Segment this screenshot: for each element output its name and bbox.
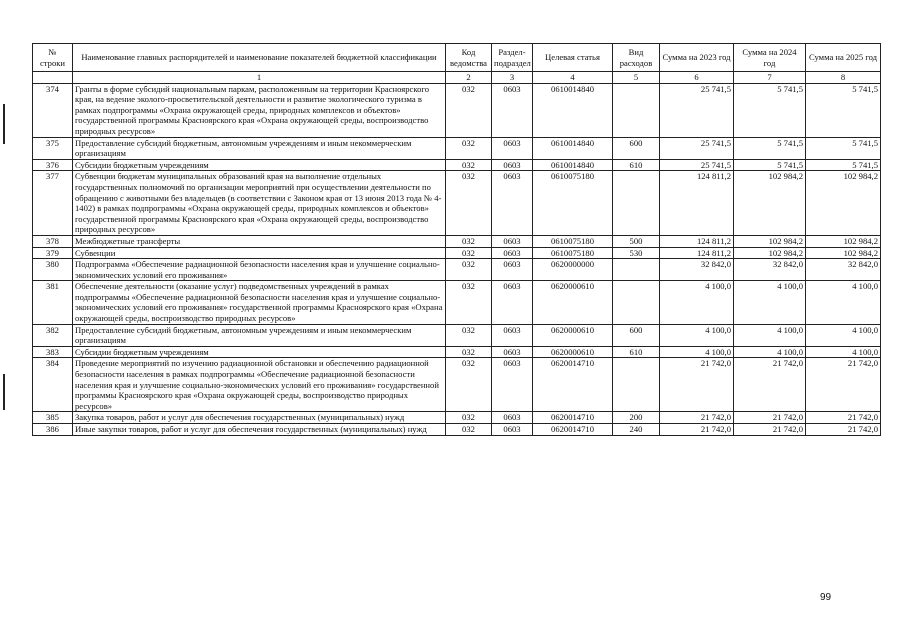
header-target-article: Целевая статья: [533, 44, 613, 72]
row-number: 381: [33, 281, 73, 324]
row-expense-type: 240: [613, 424, 660, 436]
column-number: 1: [73, 72, 446, 84]
row-sum-2024: 5 741,5: [734, 159, 806, 171]
scan-margin-mark-bottom: [3, 374, 5, 410]
row-sum-2025: 4 100,0: [806, 324, 881, 346]
row-target-article: 0610075180: [533, 235, 613, 247]
row-name: Предоставление субсидий бюджетным, автономным учреждениям и иным некоммерческим организациям: [73, 137, 446, 159]
row-section: 0603: [492, 171, 533, 236]
column-number: 5: [613, 72, 660, 84]
row-section: 0603: [492, 324, 533, 346]
row-sum-2023: 4 100,0: [660, 324, 734, 346]
row-sum-2025: 102 984,2: [806, 235, 881, 247]
column-number: 6: [660, 72, 734, 84]
row-department-code: 032: [446, 324, 492, 346]
column-number-row: [33, 72, 881, 84]
header-row-number: № строки: [33, 44, 73, 72]
row-target-article: 0620000000: [533, 259, 613, 281]
row-department-code: 032: [446, 247, 492, 259]
row-sum-2025: 32 842,0: [806, 259, 881, 281]
row-sum-2024: 102 984,2: [734, 247, 806, 259]
table-row: [33, 247, 881, 259]
row-number: 385: [33, 412, 73, 424]
row-sum-2023: 124 811,2: [660, 247, 734, 259]
row-section: 0603: [492, 159, 533, 171]
row-number: 384: [33, 358, 73, 412]
row-section: 0603: [492, 247, 533, 259]
row-department-code: 032: [446, 159, 492, 171]
row-target-article: 0610014840: [533, 137, 613, 159]
row-sum-2023: 25 741,5: [660, 159, 734, 171]
table-row: [33, 171, 881, 236]
row-sum-2024: 5 741,5: [734, 83, 806, 137]
table-row: [33, 358, 881, 412]
row-target-article: 0610014840: [533, 159, 613, 171]
row-sum-2024: 21 742,0: [734, 358, 806, 412]
row-name: Субсидии бюджетным учреждениям: [73, 159, 446, 171]
row-target-article: 0610075180: [533, 247, 613, 259]
row-sum-2023: 21 742,0: [660, 358, 734, 412]
row-sum-2023: 21 742,0: [660, 412, 734, 424]
table-row: [33, 137, 881, 159]
row-number: 376: [33, 159, 73, 171]
row-expense-type: 200: [613, 412, 660, 424]
row-name: Предоставление субсидий бюджетным, автономным учреждениям и иным некоммерческим организациям: [73, 324, 446, 346]
table-row: [33, 235, 881, 247]
header-department-code: Код ведомства: [446, 44, 492, 72]
row-department-code: 032: [446, 259, 492, 281]
column-number: 4: [533, 72, 613, 84]
row-name: Субвенции: [73, 247, 446, 259]
row-sum-2024: 102 984,2: [734, 235, 806, 247]
table-row: [33, 83, 881, 137]
header-section: Раздел-подраздел: [492, 44, 533, 72]
header-name: Наименование главных распорядителей и наименование показателей бюджетной классификации: [73, 44, 446, 72]
row-department-code: 032: [446, 281, 492, 324]
row-sum-2023: 124 811,2: [660, 235, 734, 247]
header-expense-type: Вид расходов: [613, 44, 660, 72]
row-expense-type: 610: [613, 346, 660, 358]
row-number: 375: [33, 137, 73, 159]
row-section: 0603: [492, 235, 533, 247]
row-section: 0603: [492, 83, 533, 137]
row-expense-type: [613, 171, 660, 236]
column-number: 2: [446, 72, 492, 84]
row-sum-2024: 21 742,0: [734, 424, 806, 436]
row-number: 380: [33, 259, 73, 281]
row-sum-2025: 21 742,0: [806, 358, 881, 412]
row-section: 0603: [492, 424, 533, 436]
row-name: Субсидии бюджетным учреждениям: [73, 346, 446, 358]
column-number: 8: [806, 72, 881, 84]
row-sum-2024: 32 842,0: [734, 259, 806, 281]
row-sum-2023: 25 741,5: [660, 137, 734, 159]
row-sum-2023: 4 100,0: [660, 346, 734, 358]
row-section: 0603: [492, 412, 533, 424]
row-department-code: 032: [446, 83, 492, 137]
row-target-article: 0620000610: [533, 281, 613, 324]
row-section: 0603: [492, 281, 533, 324]
row-target-article: 0620014710: [533, 358, 613, 412]
row-name: Подпрограмма «Обеспечение радиационной безопасности населения края и улучшение социально-экономических условий его проживания»: [73, 259, 446, 281]
table-row: [33, 159, 881, 171]
row-target-article: 0620014710: [533, 412, 613, 424]
row-number: 377: [33, 171, 73, 236]
row-name: Иные закупки товаров, работ и услуг для обеспечения государственных (муниципальных) нужд: [73, 424, 446, 436]
row-section: 0603: [492, 137, 533, 159]
row-department-code: 032: [446, 171, 492, 236]
row-target-article: 0620000610: [533, 346, 613, 358]
row-expense-type: 600: [613, 324, 660, 346]
row-sum-2025: 5 741,5: [806, 137, 881, 159]
table-row: [33, 281, 881, 324]
row-sum-2024: 4 100,0: [734, 346, 806, 358]
column-number: 3: [492, 72, 533, 84]
row-sum-2025: 4 100,0: [806, 346, 881, 358]
row-expense-type: [613, 83, 660, 137]
row-number: 383: [33, 346, 73, 358]
row-department-code: 032: [446, 424, 492, 436]
row-sum-2025: 4 100,0: [806, 281, 881, 324]
row-name: Обеспечение деятельности (оказание услуг) подведомственных учреждений в рамках подпрограммы «Обеспечение радиационной безопасности населения края и улучшение социально-экономических условий его проживания» государственной программы Красноярского края «Охрана окружающей среды, воспроизводство природных ресурсов»: [73, 281, 446, 324]
row-section: 0603: [492, 259, 533, 281]
row-department-code: 032: [446, 412, 492, 424]
row-name: Закупка товаров, работ и услуг для обеспечения государственных (муниципальных) нужд: [73, 412, 446, 424]
row-department-code: 032: [446, 137, 492, 159]
row-department-code: 032: [446, 235, 492, 247]
row-sum-2023: 21 742,0: [660, 424, 734, 436]
table-row: [33, 346, 881, 358]
table-row: [33, 424, 881, 436]
row-number: 374: [33, 83, 73, 137]
row-sum-2023: 4 100,0: [660, 281, 734, 324]
row-expense-type: 600: [613, 137, 660, 159]
row-sum-2023: 32 842,0: [660, 259, 734, 281]
row-number: 382: [33, 324, 73, 346]
row-sum-2023: 25 741,5: [660, 83, 734, 137]
row-number: 378: [33, 235, 73, 247]
row-target-article: 0610075180: [533, 171, 613, 236]
header-sum-2025: Сумма на 2025 год: [806, 44, 881, 72]
row-name: Проведение мероприятий по изучению радиационной обстановки и обеспечению радиационной безопасности населения в рамках подпрограммы «Обеспечение радиационной безопасности населения края и улучшение социально-экономических условий его проживания» государственной программы Красноярского края «Охрана окружающей среды, воспроизводство природных ресурсов»: [73, 358, 446, 412]
row-target-article: 0620014710: [533, 424, 613, 436]
row-expense-type: [613, 281, 660, 324]
table-row: [33, 259, 881, 281]
row-sum-2024: 4 100,0: [734, 281, 806, 324]
row-expense-type: [613, 358, 660, 412]
row-sum-2024: 21 742,0: [734, 412, 806, 424]
row-target-article: 0620000610: [533, 324, 613, 346]
row-number: 386: [33, 424, 73, 436]
row-sum-2025: 21 742,0: [806, 424, 881, 436]
column-number: [33, 72, 73, 84]
row-sum-2025: 5 741,5: [806, 83, 881, 137]
row-sum-2023: 124 811,2: [660, 171, 734, 236]
budget-table: [32, 43, 881, 436]
header-sum-2023: Сумма на 2023 год: [660, 44, 734, 72]
row-name: Межбюджетные трансферты: [73, 235, 446, 247]
scan-margin-mark-top: [3, 104, 5, 144]
row-sum-2025: 102 984,2: [806, 171, 881, 236]
column-number: 7: [734, 72, 806, 84]
row-expense-type: 610: [613, 159, 660, 171]
row-expense-type: 530: [613, 247, 660, 259]
row-name: Гранты в форме субсидий национальным паркам, расположенным на территории Красноярского края, на ведение эколого-просветительской деятельности и развитие экологического туризма в рамках подпрограммы «Охрана окружающей среды, природных комплексов и объектов» государственной программы Красноярского края «Охрана окружающей среды, воспроизводство природных ресурсов»: [73, 83, 446, 137]
row-target-article: 0610014840: [533, 83, 613, 137]
header-sum-2024: Сумма на 2024 год: [734, 44, 806, 72]
row-sum-2024: 5 741,5: [734, 137, 806, 159]
header-row: [33, 44, 881, 72]
row-department-code: 032: [446, 346, 492, 358]
row-sum-2025: 21 742,0: [806, 412, 881, 424]
row-number: 379: [33, 247, 73, 259]
row-section: 0603: [492, 346, 533, 358]
row-expense-type: 500: [613, 235, 660, 247]
row-department-code: 032: [446, 358, 492, 412]
row-name: Субвенции бюджетам муниципальных образований края на выполнение отдельных государственных полномочий по организации мероприятий при осуществлении деятельности по обращению с животными без владельцев (в соответствии с Законом края от 13 июня 2013 года № 4-1402) в рамках подпрограммы «Охрана окружающей среды, природных комплексов и объектов» государственной программы Красноярского края «Охрана окружающей среды, воспроизводство природных ресурсов»: [73, 171, 446, 236]
row-sum-2025: 5 741,5: [806, 159, 881, 171]
row-sum-2024: 102 984,2: [734, 171, 806, 236]
row-sum-2024: 4 100,0: [734, 324, 806, 346]
row-section: 0603: [492, 358, 533, 412]
table-row: [33, 412, 881, 424]
page-number: 99: [820, 592, 832, 603]
table-row: [33, 324, 881, 346]
row-expense-type: [613, 259, 660, 281]
row-sum-2025: 102 984,2: [806, 247, 881, 259]
